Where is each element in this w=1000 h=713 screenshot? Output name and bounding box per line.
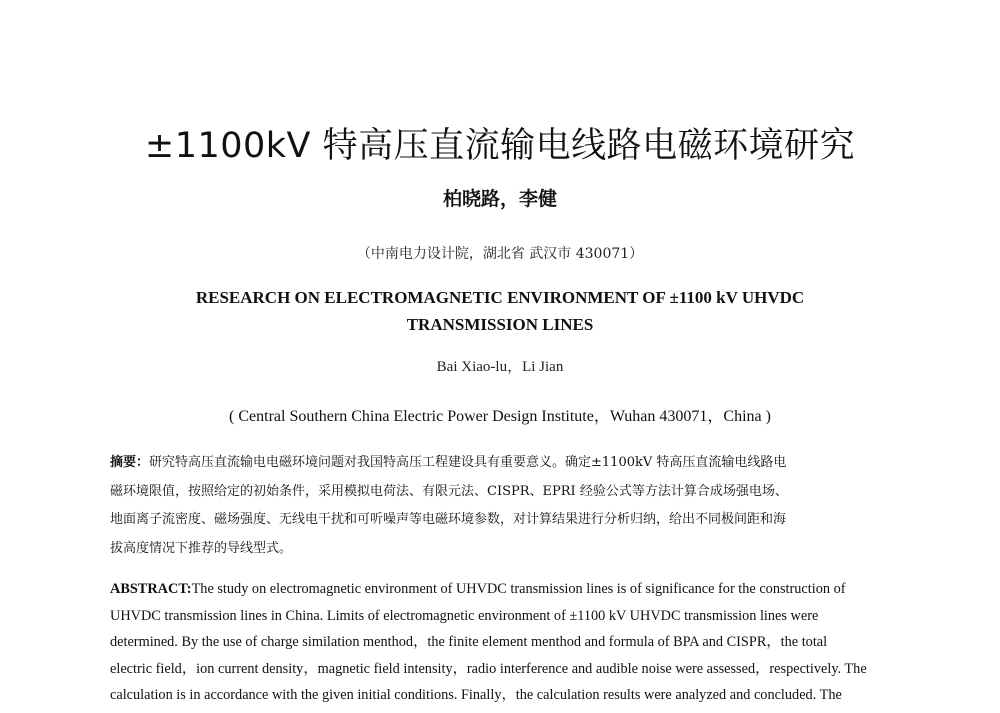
affiliation-english: ( Central Southern China Electric Power Design Institute，Wuhan 430071，China ) — [229, 408, 771, 425]
abstract-english-text: The study on electromagnetic environment of UHVDC transmission lines is of significance for the construction of — [191, 581, 846, 597]
abstract-english-line: electric field，ion current density，magnetic field intensity，radio interference and audible noise were assessed，respectively. The — [110, 660, 867, 677]
affiliation-chinese: （中南电力设计院，湖北省 武汉市 430071） — [356, 246, 644, 262]
title-english-line-1: RESEARCH ON ELECTROMAGNETIC ENVIRONMENT OF ±1100 kV UHVDC — [195, 288, 805, 307]
abstract-english-line: calculation is in accordance with the given initial conditions. Finally，the calculation results were analyzed and concluded. The — [110, 687, 842, 703]
abstract-chinese-text: 研究特高压直流输电电磁环境问题对我国特高压工程建设具有重要意义。确定±1100kV 特高压直流输电线路电 — [149, 455, 787, 470]
abstract-chinese — [110, 449, 890, 563]
abstract-english-line: determined. By the use of charge similation menthod，the finite element menthod and formula of BPA and CISPR，the total — [110, 634, 828, 650]
authors-english: Bai Xiao-lu，Li Jian — [436, 359, 564, 375]
abstract-english — [110, 576, 890, 709]
abstract-english-label: ABSTRACT: — [110, 581, 192, 597]
abstract-chinese-line: 拔高度情况下推荐的导线型式。 — [110, 540, 293, 556]
abstract-chinese-line: 磁环境限值，按照给定的初始条件，采用模拟电荷法、有限元法、CISPR、EPRI 经验公式等方法计算合成场强电场、 — [110, 483, 788, 499]
title-english-line-2: TRANSMISSION LINES — [406, 315, 594, 334]
abstract-chinese-label: 摘要： — [110, 455, 150, 470]
title-chinese: ±1100kV 特高压直流输电线路电磁环境研究 — [144, 126, 856, 166]
abstract-chinese-line: 地面离子流密度、磁场强度、无线电干扰和可听噪声等电磁环境参数，对计算结果进行分析归纳，给出不同极间距和海 — [110, 512, 787, 527]
abstract-chinese-line — [110, 449, 890, 478]
title-english — [0, 284, 1000, 338]
abstract-english-line: UHVDC transmission lines in China. Limits of electromagnetic environment of ±1100 kV UHVDC transmission lines were — [110, 607, 819, 624]
abstract-english-line — [110, 576, 890, 603]
authors-chinese: 柏晓路，李健 — [442, 188, 557, 210]
